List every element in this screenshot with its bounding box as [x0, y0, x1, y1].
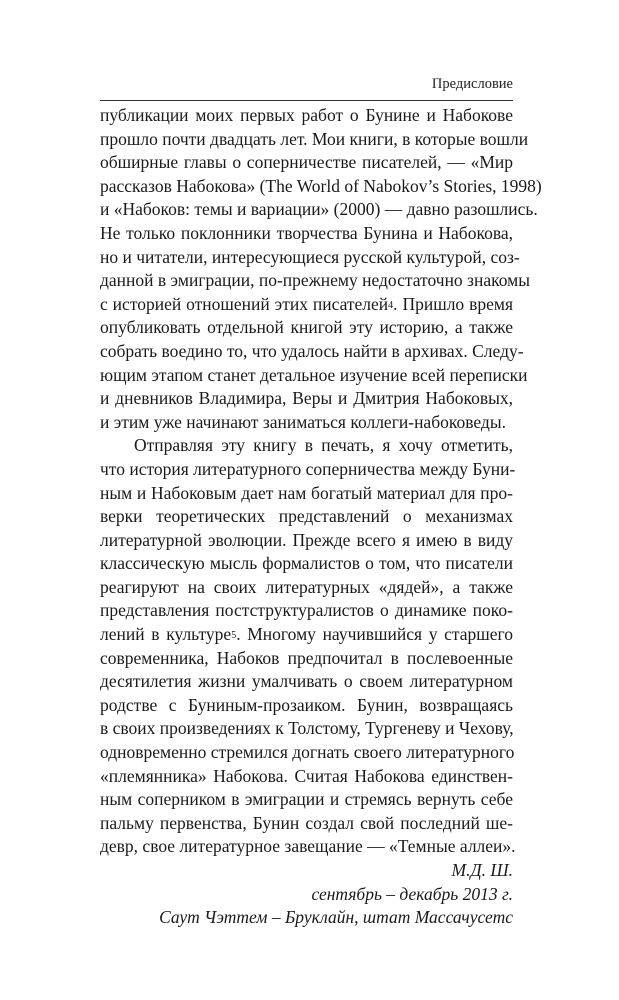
text-segment: лений в культуре — [100, 624, 232, 645]
text-line-with-footnote — [100, 293, 513, 317]
text-line: но и читатели, интересующиеся русской культурой, соз- — [100, 246, 520, 267]
signature-place: Саут Чэттем – Бруклайн, штат Массачусетс — [159, 907, 513, 928]
text-line: и дневников Владимира, Веры и Дмитрия Набоковых, — [100, 388, 513, 409]
text-line: данной в эмиграции, по-прежнему недостаточно знакомы — [100, 270, 530, 291]
text-line: современника, Набоков предпочитал в послевоенные — [100, 647, 513, 668]
text-line: литературной эволюции. Прежде всего я имею в виду — [100, 529, 513, 550]
author-initials: М.Д. Ш. — [451, 860, 513, 880]
text-line: Не только поклонники творчества Бунина и Набокова, — [100, 222, 513, 243]
text-segment: с историей отношений этих писателей — [100, 293, 389, 314]
text-line: ющим этапом станет детальное изучение всей переписки — [100, 364, 528, 385]
text-line: обширные главы о соперничестве писателей, — «Мир — [100, 152, 513, 173]
text-line: «племянника» Набокова. Считая Набокова единствен- — [100, 765, 513, 786]
text-segment: . Многому научившийся у старшего — [236, 624, 513, 645]
header-rule — [100, 100, 513, 101]
text-line: собрать воедино то, что удалось найти в архивах. Следу- — [100, 340, 524, 361]
text-line: верки теоретических представлений о механизмах — [100, 506, 513, 527]
signature-block — [100, 859, 513, 930]
footnote-marker: 5 — [231, 630, 237, 642]
running-head: Предисловие — [431, 76, 513, 92]
text-line: ным соперником в эмиграции и стремясь вернуть себе — [100, 789, 513, 810]
text-line: одновременно стремился догнать своего литературного — [100, 742, 515, 763]
text-segment: . Пришло время — [393, 293, 513, 314]
text-line: родстве с Буниным-прозаиком. Бунин, возвращаясь — [100, 694, 513, 715]
text-line: ным и Набоковым дает нам богатый материал для про- — [100, 482, 513, 503]
footnote-marker: 4 — [388, 299, 394, 311]
paragraph-1 — [100, 104, 542, 434]
page-body — [100, 104, 542, 930]
signature-date: сентябрь – декабрь 2013 г. — [311, 883, 513, 904]
paragraph-2 — [100, 434, 516, 859]
text-line: Отправляя эту книгу в печать, я хочу отметить, — [134, 435, 513, 456]
text-line: и этим уже начинают заниматься коллеги-набоковеды. — [100, 411, 506, 432]
text-line: прошло почти двадцать лет. Мои книги, в которые вошли — [100, 128, 529, 149]
text-line: рассказов Набокова» (The World of Nabokov’s Stories, 1998) — [100, 175, 542, 196]
text-line: пальму первенства, Бунин создал свой последний ше- — [100, 812, 513, 833]
text-line: представления постструктуралистов о динамике поко- — [100, 600, 513, 621]
text-line: классическую мысль формалистов о том, что писатели — [100, 553, 513, 574]
text-line: реагируют на своих литературных «дядей», а также — [100, 576, 513, 597]
text-line: и «Набоков: темы и вариации» (2000) — давно разошлись. — [100, 199, 538, 220]
text-line: девр, свое литературное завещание — «Темные аллеи». — [100, 836, 516, 857]
text-line: опубликовать отдельной книгой эту историю, а также — [100, 317, 513, 338]
text-line-with-footnote — [100, 623, 513, 647]
text-line: публикации моих первых работ о Бунине и Набокове — [100, 105, 513, 125]
text-line: десятилетия жизни умалчивать о своем литературном — [100, 671, 513, 692]
text-line: что история литературного соперничества между Буни- — [100, 458, 516, 479]
text-line: в своих произведениях к Толстому, Тургеневу и Чехову, — [100, 718, 514, 739]
